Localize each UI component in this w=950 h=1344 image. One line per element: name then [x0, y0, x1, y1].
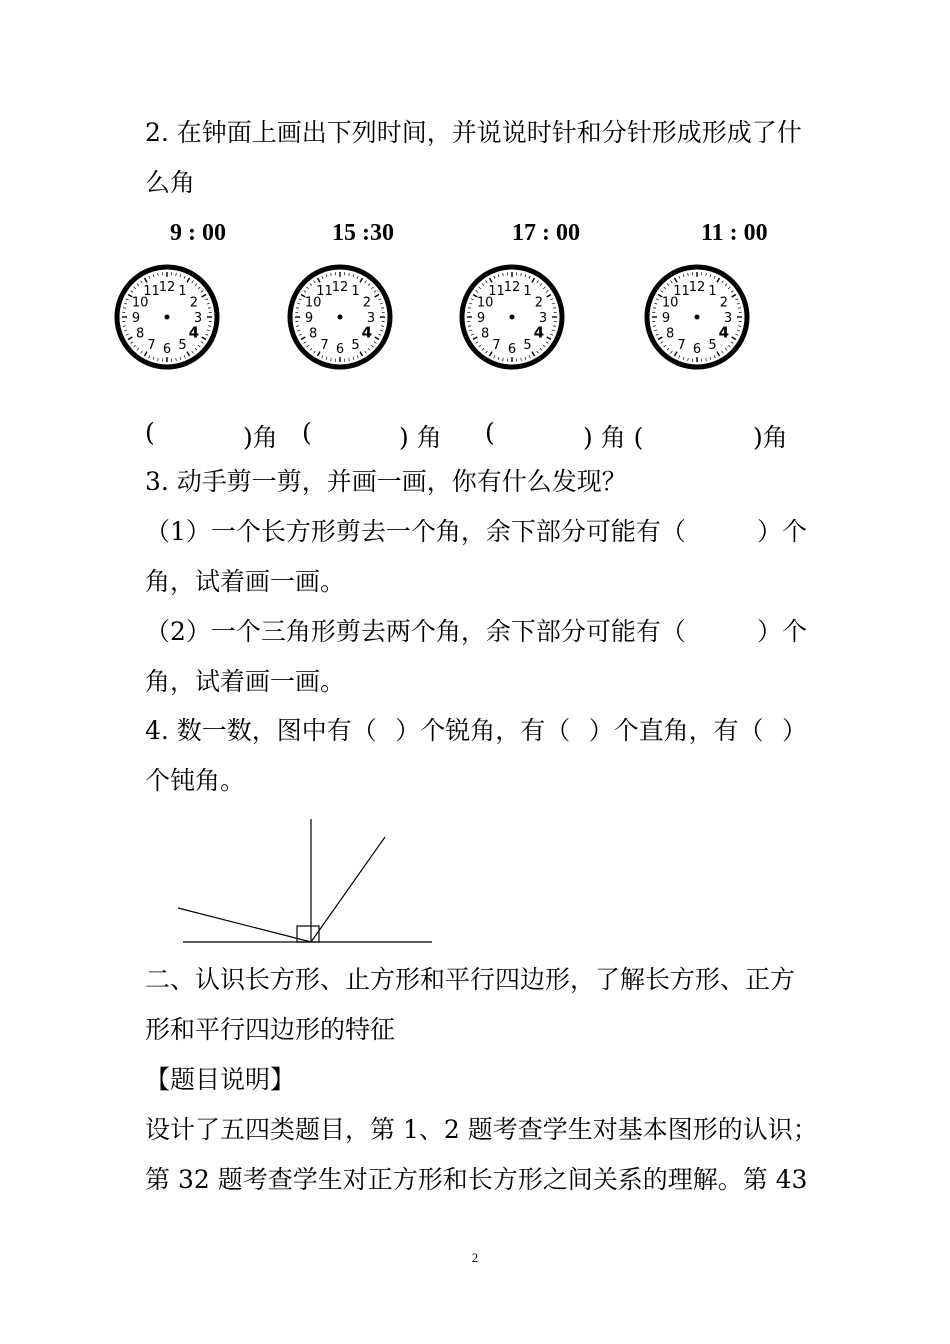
clock-numeral: 11	[143, 284, 160, 300]
clock-center-dot	[695, 315, 700, 320]
q3-part1-blank: ）个	[756, 517, 807, 546]
clock-numeral: 10	[304, 295, 322, 311]
section2-heading: 【题目说明】	[145, 1065, 296, 1094]
clock-numeral: 2	[189, 295, 198, 311]
time-label-4: 11 : 00	[701, 220, 768, 246]
time-label-3: 17 : 00	[512, 220, 580, 246]
clock-numeral: 1	[708, 284, 717, 300]
clock-numeral: 1	[351, 284, 360, 300]
clock-numeral: 2	[534, 295, 543, 311]
answer-paren-close-2: ) 角	[399, 423, 442, 452]
clock-numeral: 7	[492, 337, 501, 353]
clock-numeral: 1	[178, 284, 187, 300]
answer-paren-open-3: (	[485, 418, 495, 447]
clock-numeral: 3	[366, 311, 376, 326]
q3-part2-text: （2）一个三角形剪去两个角，余下部分可能有（	[145, 617, 686, 646]
clock-numeral: 9	[131, 311, 141, 326]
answer-paren-close-3: ) 角 (	[583, 423, 644, 452]
clock-numeral: 7	[320, 337, 329, 353]
clock-center-dot	[338, 315, 343, 320]
q4-line2: 个钝角。	[145, 766, 246, 795]
q3-part2-blank: ）个	[756, 617, 807, 646]
answer-paren-open-2: (	[302, 418, 312, 447]
q3-part1-line2: 角，试着画一画。	[145, 567, 346, 596]
clock-numeral: 9	[304, 311, 314, 326]
clock-center-dot	[510, 315, 515, 320]
clock-numeral: 6	[335, 342, 345, 357]
q2-line1: 2. 在钟面上画出下列时间，并说说时针和分针形成形成了什	[145, 118, 802, 147]
clock-numeral: 10	[661, 295, 679, 311]
clock-numeral: 5	[178, 337, 187, 353]
q4-seg4: ）	[781, 716, 807, 745]
clock-numeral: 12	[503, 280, 521, 295]
q3-part1-text: （1）一个长方形剪去一个角，余下部分可能有（	[145, 517, 686, 546]
q3-title: 3. 动手剪一剪，并画一画，你有什么发现？	[145, 467, 627, 496]
clock-numeral: 3	[538, 311, 548, 326]
clock-center-dot	[165, 315, 170, 320]
section2-line2: 形和平行四边形的特征	[145, 1015, 396, 1044]
clock-numeral: 5	[708, 337, 717, 353]
clock-face-3[interactable]	[457, 262, 567, 372]
clock-numeral: 9	[476, 311, 486, 326]
answer-paren-close-4: )角	[753, 423, 788, 452]
clock-numeral: 2	[362, 295, 371, 311]
clock-numeral: 1	[523, 284, 532, 300]
clock-numeral: 4	[188, 323, 200, 342]
section2-body2: 第 32 题考查学生对正方形和长方形之间关系的理解。第 43	[145, 1165, 808, 1194]
clock-face-1[interactable]	[112, 262, 222, 372]
clock-numeral: 9	[661, 311, 671, 326]
clock-numeral: 5	[523, 337, 532, 353]
q4-seg2: ）个锐角，有（	[395, 716, 571, 745]
clock-numeral: 12	[158, 280, 176, 295]
clock-numeral: 11	[488, 284, 505, 300]
clock-numeral: 3	[723, 311, 733, 326]
q4-seg3: ）个直角，有（	[588, 716, 764, 745]
clock-numeral: 6	[692, 342, 702, 357]
clock-numeral: 10	[131, 295, 149, 311]
clock-numeral: 6	[507, 342, 517, 357]
section2-body1: 设计了五四类题目，第 1、2 题考查学生对基本图形的认识；	[145, 1115, 818, 1144]
clock-numeral: 11	[673, 284, 690, 300]
clock-numeral: 4	[718, 323, 730, 342]
figure-left-ray	[178, 908, 311, 942]
time-label-1: 9 : 00	[170, 220, 226, 246]
answer-paren-open-1: (	[145, 418, 155, 447]
page-number: 2	[471, 1250, 479, 1265]
time-label-2: 15 :30	[332, 220, 394, 246]
figure-right-ray	[311, 837, 385, 942]
clock-numeral: 7	[677, 337, 686, 353]
section2-line1: 二、认识长方形、止方形和平行四边形，了解长方形、正方	[145, 965, 796, 994]
answer-paren-close-1: )角	[243, 423, 278, 452]
clock-numeral: 12	[688, 280, 706, 295]
q3-part2-line1	[145, 617, 807, 647]
clock-numeral: 2	[719, 295, 728, 311]
clock-numeral: 6	[162, 342, 172, 357]
clock-numeral: 5	[351, 337, 360, 353]
clock-numeral: 12	[331, 280, 349, 295]
q3-part2-line2: 角，试着画一画。	[145, 667, 346, 696]
clock-numeral: 8	[481, 326, 490, 342]
angle-figure	[170, 815, 440, 950]
clock-numeral: 4	[361, 323, 373, 342]
q3-part1-line1	[145, 517, 807, 547]
clock-numeral: 7	[147, 337, 156, 353]
clock-numeral: 3	[193, 311, 203, 326]
clock-numeral: 8	[309, 326, 318, 342]
q4-seg1: 4. 数一数，图中有（	[145, 716, 377, 745]
clock-numeral: 8	[136, 326, 145, 342]
clock-numeral: 11	[316, 284, 333, 300]
clock-numeral: 4	[533, 323, 545, 342]
clock-numeral: 8	[666, 326, 675, 342]
q2-line2: 么角	[145, 168, 196, 197]
q4-line1	[145, 716, 807, 746]
clock-face-4[interactable]	[642, 262, 752, 372]
clock-face-2[interactable]	[285, 262, 395, 372]
clock-numeral: 10	[476, 295, 494, 311]
